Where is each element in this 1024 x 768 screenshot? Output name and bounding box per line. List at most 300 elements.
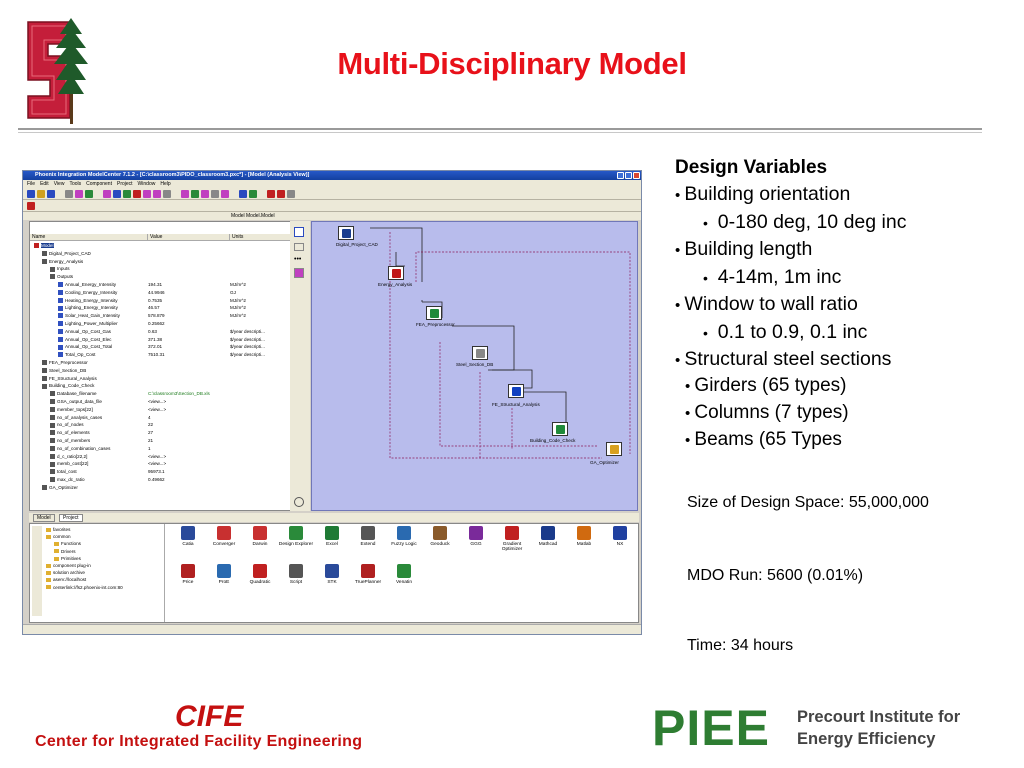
tree-node-icon xyxy=(42,384,47,389)
component-fuzzy-logic[interactable] xyxy=(384,526,424,547)
menu-item-window[interactable]: Window xyxy=(137,181,156,187)
excel-icon xyxy=(325,526,339,540)
design-variable-text: Beams (65 Types xyxy=(694,429,842,450)
component-stk[interactable] xyxy=(312,564,352,585)
tree-row-name: Annual_Op_Cost_Total xyxy=(65,344,113,350)
tree-row-name: Lighting_Energy_Intensity xyxy=(65,305,118,311)
tree-row-name: Outputs xyxy=(57,274,74,280)
matlab-icon xyxy=(577,526,591,540)
piee-wordmark: PIEE xyxy=(652,700,770,756)
tree-row[interactable] xyxy=(42,382,94,390)
toolbar-icon[interactable] xyxy=(163,190,171,198)
tree-node-icon xyxy=(42,368,47,373)
tree-row[interactable] xyxy=(50,421,84,429)
component-name: Excel xyxy=(326,542,338,547)
tree-node-icon xyxy=(50,267,55,272)
menu-item-view[interactable]: View xyxy=(53,181,65,187)
tree-node-icon xyxy=(42,376,47,381)
tree-row[interactable] xyxy=(42,258,83,266)
window-title: Phoenix Integration ModelCenter 7.1.2 - [C:\classroom3\PIDO_classroom3.pxc*] - [Model (Analysis View)] xyxy=(35,172,310,178)
menu-item-component[interactable]: Component xyxy=(86,181,112,187)
component-name: TruePlanner xyxy=(354,580,382,585)
tree-row[interactable] xyxy=(50,273,73,281)
cife-logo xyxy=(35,700,435,760)
zoom-icon[interactable] xyxy=(294,497,304,507)
tree-row[interactable] xyxy=(50,460,88,468)
tree-row-units: $/year descripti... xyxy=(230,328,265,334)
tree-row-units: MJ/m^2 xyxy=(230,313,246,319)
tree-row-value: <view...> xyxy=(148,399,167,404)
folder-icon xyxy=(46,528,51,532)
library-item-label: Primitives xyxy=(61,555,81,561)
component-catia[interactable] xyxy=(168,526,208,547)
menu-item-tools[interactable]: Tools xyxy=(69,181,82,187)
assembly-tool-icon[interactable] xyxy=(294,268,304,278)
tree-row-name: Solar_Heat_Gain_Intensity xyxy=(65,313,120,319)
toolbar-icon[interactable] xyxy=(37,190,45,198)
component-nx[interactable] xyxy=(600,526,640,547)
tree-row[interactable] xyxy=(50,265,70,273)
bullet-icon: • xyxy=(675,187,685,204)
tree-node-icon xyxy=(50,454,55,459)
tree-row-name: Database_filename xyxy=(57,391,97,397)
tree-row[interactable] xyxy=(58,343,112,351)
quadratic-icon xyxy=(253,564,267,578)
geoduck-icon xyxy=(433,526,447,540)
design-space-size: Size of Design Space: 55,000,000 xyxy=(687,494,929,511)
library-divider xyxy=(164,524,165,622)
toolbar-icon[interactable] xyxy=(153,190,161,198)
component-name: Matlab xyxy=(576,542,592,547)
component-converger[interactable] xyxy=(204,526,244,547)
component-icon xyxy=(476,349,485,358)
tree-row-name: no_of_analysis_cases xyxy=(57,414,103,420)
minimize-button[interactable] xyxy=(617,172,624,179)
tree-row-value: 371.38 xyxy=(148,336,163,342)
design-variable-item xyxy=(703,266,841,289)
component-name: Design Explorer xyxy=(278,542,314,547)
tree-row-units: $/year descripti... xyxy=(230,352,265,358)
tree-row-value: 4 xyxy=(148,414,151,420)
library-item[interactable] xyxy=(54,540,81,547)
tree-row[interactable] xyxy=(50,414,102,422)
darwin-icon xyxy=(253,526,267,540)
title-divider xyxy=(18,128,982,130)
library-item[interactable] xyxy=(54,548,76,555)
component-venatin[interactable] xyxy=(384,564,424,585)
library-item[interactable] xyxy=(46,569,85,576)
trueplanner-icon xyxy=(361,564,375,578)
bullet-icon: • xyxy=(685,405,695,422)
toolbar-icon[interactable] xyxy=(191,190,199,198)
tree-row-name: no_of_nodes xyxy=(57,422,84,428)
bullet-icon: • xyxy=(685,378,695,395)
component-design-explorer[interactable] xyxy=(276,526,316,547)
tree-row-units: GJ xyxy=(230,289,236,295)
tree-row-name: Cooling_Energy_Intensity xyxy=(65,289,118,295)
modelcenter-screenshot xyxy=(22,170,642,635)
design-variable-item xyxy=(675,348,891,371)
library-item-label: favorites xyxy=(53,527,71,532)
toolbar-icon[interactable] xyxy=(181,190,189,198)
tree-row-name: memb_cost[22] xyxy=(57,461,89,467)
component-label-ga: GA_Optimizer xyxy=(590,460,619,465)
component-darwin[interactable] xyxy=(240,526,280,547)
tool-palette xyxy=(290,221,310,511)
component-name: Venatin xyxy=(395,580,412,585)
tree-row-name: no_of_combination_cases xyxy=(57,445,111,451)
component-label-energy: Energy_Analysis xyxy=(378,282,413,287)
tree-row[interactable] xyxy=(50,406,93,414)
folder-icon xyxy=(46,571,51,575)
component-excel[interactable] xyxy=(312,526,352,547)
col-value[interactable]: Value xyxy=(148,234,230,241)
tree-node-icon xyxy=(42,259,47,264)
script-icon xyxy=(289,564,303,578)
tree-row[interactable] xyxy=(58,297,118,305)
component-icon xyxy=(512,387,521,396)
venatin-icon xyxy=(397,564,411,578)
analysis-view[interactable] xyxy=(311,221,638,511)
col-name[interactable]: Name xyxy=(30,234,148,241)
more-tool-icon[interactable]: ••• xyxy=(294,256,302,263)
component-label-bcc: Building_Code_Check xyxy=(530,438,576,443)
library-item[interactable] xyxy=(46,576,86,583)
component-name: Catia xyxy=(182,542,194,547)
tree-row-value: 0.25662 xyxy=(148,321,165,326)
ggg-icon xyxy=(469,526,483,540)
toolbar-icon[interactable] xyxy=(239,190,247,198)
tree-node-icon xyxy=(58,298,63,303)
design-variable-text: 0-180 deg, 10 deg inc xyxy=(717,211,907,233)
design-variable-item xyxy=(703,211,906,234)
tree-row-name: Heating_Energy_Intensity xyxy=(65,297,118,303)
component-node-cad[interactable] xyxy=(338,226,354,240)
component-ggg[interactable] xyxy=(456,526,496,547)
tree-node-icon xyxy=(50,469,55,474)
component-name: Script xyxy=(289,580,303,585)
component-node-steel[interactable] xyxy=(472,346,488,360)
tree-row[interactable] xyxy=(42,375,97,383)
component-name: Mathcad xyxy=(538,542,558,547)
tree-row-value: 0.63 xyxy=(148,328,157,334)
component-node-energy[interactable] xyxy=(388,266,404,280)
tree-row-value: 21 xyxy=(148,438,154,443)
toolbar-icon[interactable] xyxy=(201,190,209,198)
tree-row[interactable] xyxy=(58,312,120,320)
component-name: NX xyxy=(616,542,624,547)
tree-row[interactable] xyxy=(50,390,97,398)
component-name: Fuzzy Logic xyxy=(391,542,417,547)
bullet-icon: • xyxy=(675,352,685,369)
tree-row[interactable] xyxy=(58,328,111,336)
component-library xyxy=(29,523,639,623)
toolbar-icon[interactable] xyxy=(27,190,35,198)
component-node-ga[interactable] xyxy=(606,442,622,456)
tab-project[interactable]: Project xyxy=(59,514,83,522)
tree-node-icon xyxy=(58,337,63,342)
design-variable-text: 4-14m, 1m inc xyxy=(717,266,842,288)
component-icon xyxy=(610,445,619,454)
toolbar-icon[interactable] xyxy=(47,190,55,198)
library-item[interactable] xyxy=(46,526,70,533)
tree-node-icon xyxy=(50,274,55,279)
design-variable-item xyxy=(675,293,858,316)
tree-node-icon xyxy=(50,423,55,428)
stop-icon[interactable] xyxy=(27,202,35,210)
price-icon xyxy=(181,564,195,578)
tab-model[interactable]: Model xyxy=(33,514,55,522)
tree-node-icon xyxy=(50,415,55,420)
library-item-label: common xyxy=(53,534,71,540)
status-bar xyxy=(23,624,641,634)
toolbar-icon[interactable] xyxy=(113,190,121,198)
menu-item-project[interactable]: Project xyxy=(116,181,133,187)
col-units[interactable]: Units xyxy=(230,234,292,241)
library-item[interactable] xyxy=(46,533,71,540)
bullet-icon: • xyxy=(675,242,685,259)
toolbar-icon[interactable] xyxy=(143,190,151,198)
component-proe[interactable] xyxy=(204,564,244,585)
tree-row-value: C:\classroom3\Section_DB.xls xyxy=(148,391,210,397)
tree-row-name: Annual_Op_Cost_Gas xyxy=(65,328,111,334)
component-name: Darwin xyxy=(252,542,268,547)
tree-row-name: total_cost xyxy=(57,469,77,475)
gradient-optimizer-icon xyxy=(505,526,519,540)
folder-icon xyxy=(54,557,59,561)
cife-wordmark: CIFE xyxy=(175,700,244,733)
tree-row[interactable] xyxy=(34,242,54,250)
tree-row[interactable] xyxy=(42,484,78,492)
link-energy-in xyxy=(396,252,405,266)
toolbar-icon[interactable] xyxy=(211,190,219,198)
link-ga-energy xyxy=(416,252,630,454)
tree-row-name: max_dc_ratio xyxy=(57,477,85,482)
library-item[interactable] xyxy=(54,555,81,562)
tree-row[interactable] xyxy=(50,398,102,406)
toolbar-icon[interactable] xyxy=(65,190,73,198)
toolbar-icon[interactable] xyxy=(123,190,131,198)
tree-row-name: Lighting_Power_Multiplier xyxy=(65,321,118,326)
tree-row-value: 46.57 xyxy=(148,305,160,311)
component-node-fe[interactable] xyxy=(508,384,524,398)
link-lines xyxy=(312,222,639,512)
tree-node-icon xyxy=(50,477,55,482)
tree-row-name: Digital_Project_CAD xyxy=(49,250,91,256)
tree-row[interactable] xyxy=(50,445,110,453)
title-divider-thin xyxy=(18,132,982,133)
design-variable-text: Girders (65 types) xyxy=(694,375,847,396)
tree-row-name: Model xyxy=(41,243,54,248)
tree-node-icon xyxy=(58,313,63,318)
tree-row[interactable] xyxy=(58,281,116,289)
component-price[interactable] xyxy=(168,564,208,585)
tree-row-name: member_tops[22] xyxy=(57,406,93,412)
stk-icon xyxy=(325,564,339,578)
menu-item-help[interactable]: Help xyxy=(160,181,171,187)
design-variable-item xyxy=(703,321,867,344)
component-geoduck[interactable] xyxy=(420,526,460,547)
bullet-icon: • xyxy=(675,297,685,314)
tree-row-value: <view...> xyxy=(148,406,167,412)
menu-bar xyxy=(23,180,641,188)
tree-row-name: Building_Code_Check xyxy=(49,383,95,389)
tree-node-icon xyxy=(58,321,63,326)
tree-node-icon xyxy=(50,430,55,435)
design-variable-text: Window to wall ratio xyxy=(684,293,858,315)
toolbar-icon[interactable] xyxy=(85,190,93,198)
component-mathcad[interactable] xyxy=(528,526,568,547)
tree-row[interactable] xyxy=(50,429,90,437)
design-variable-text: Columns (7 types) xyxy=(694,402,849,423)
bullet-icon: • xyxy=(703,270,712,286)
tree-node-icon xyxy=(34,243,39,248)
component-name: Converger xyxy=(212,542,236,547)
tree-row-name: no_of_members xyxy=(57,438,91,443)
tree-node-icon xyxy=(58,329,63,334)
tree-row[interactable] xyxy=(50,453,87,461)
tree-node-icon xyxy=(58,352,63,357)
tree-row-value: 27 xyxy=(148,430,154,436)
tree-node-icon xyxy=(42,360,47,365)
component-matlab[interactable] xyxy=(564,526,604,547)
folder-icon xyxy=(54,549,59,553)
component-trueplanner[interactable] xyxy=(348,564,388,585)
tree-row-value: 44.9946 xyxy=(148,289,165,295)
component-label-cad: Digital_Project_CAD xyxy=(336,242,378,247)
model-bar xyxy=(23,212,641,220)
maximize-button[interactable] xyxy=(625,172,632,179)
select-tool-icon[interactable] xyxy=(294,227,304,237)
toolbar-icon[interactable] xyxy=(277,190,285,198)
component-name: Extend xyxy=(360,542,376,547)
tree-row-name: Steel_Section_DB xyxy=(49,367,87,373)
tree-row-value: <view...> xyxy=(148,461,167,467)
component-extend[interactable] xyxy=(348,526,388,547)
tree-row[interactable] xyxy=(42,367,86,375)
folder-icon xyxy=(54,542,59,546)
component-name: Price xyxy=(182,580,194,585)
menu-item-edit[interactable]: Edit xyxy=(40,181,49,187)
component-node-fea[interactable] xyxy=(426,306,442,320)
design-variable-text: Structural steel sections xyxy=(684,348,892,370)
tree-row-name: Energy_Analysis xyxy=(49,258,84,264)
design-explorer-icon xyxy=(289,526,303,540)
piee-name xyxy=(797,706,960,750)
component-icon xyxy=(430,309,439,318)
component-label-fea: FEA_Preprocessor xyxy=(416,322,455,327)
tree-node-icon xyxy=(50,399,55,404)
piee-name-line1: Precourt Institute for xyxy=(797,708,961,726)
component-name: Geoduck xyxy=(430,542,450,547)
tree-row-value: 95973.1 xyxy=(148,469,165,475)
design-variable-text: Building orientation xyxy=(684,183,851,205)
library-item-label: centerlink://fs2.phoenix-int.com:80 xyxy=(53,584,123,590)
tree-row[interactable] xyxy=(58,289,117,297)
tree-row-value: 22 xyxy=(148,422,154,428)
toolbar-icon[interactable] xyxy=(75,190,83,198)
library-sidebar xyxy=(32,526,42,616)
tree-row-units: MJ/m^2 xyxy=(230,282,246,287)
catia-icon xyxy=(181,526,195,540)
component-quadratic[interactable] xyxy=(240,564,280,585)
bullet-icon: • xyxy=(703,215,712,231)
component-node-bcc[interactable] xyxy=(552,422,568,436)
proe-icon xyxy=(217,564,231,578)
component-gradient-optimizer[interactable] xyxy=(492,526,532,552)
tree-node-icon xyxy=(50,446,55,451)
slide-title: Multi-Disciplinary Model xyxy=(337,46,687,81)
tree-row[interactable] xyxy=(58,351,95,359)
tree-row-name: Annual_Op_Cost_Elec xyxy=(65,336,112,342)
library-item-label: Drivers xyxy=(61,548,76,554)
component-icon xyxy=(556,425,565,434)
library-item-label: aserv://localhost xyxy=(53,577,87,583)
tree-node-icon xyxy=(58,290,63,295)
design-variable-item xyxy=(685,429,842,451)
tree-row[interactable] xyxy=(58,304,118,312)
component-name: Quadratic xyxy=(249,580,271,585)
design-variable-item xyxy=(685,402,849,424)
component-name: Gradient Optimizer xyxy=(501,542,523,552)
piee-logo xyxy=(652,700,992,760)
component-name: STK xyxy=(327,580,337,585)
toolbar-icon[interactable] xyxy=(133,190,141,198)
menu-item-file[interactable]: File xyxy=(27,181,36,187)
tree-row-name: FE_Structural_Analysis xyxy=(49,375,97,381)
tree-row[interactable] xyxy=(50,437,90,445)
design-variable-item xyxy=(675,238,812,261)
tree-row-name: Total_Op_Cost xyxy=(65,352,96,358)
toolbar-icon[interactable] xyxy=(249,190,257,198)
component-name: GGG xyxy=(470,542,482,547)
tree-row-units: $/year descripti... xyxy=(230,344,265,350)
tree-node-icon xyxy=(50,407,55,412)
tree-row-value: <view...> xyxy=(148,453,167,459)
tree-row-name: Annual_Energy_Intensity xyxy=(65,282,117,287)
folder-icon xyxy=(46,535,51,539)
tree-row-name: no_of_elements xyxy=(57,430,90,436)
link-tool-icon[interactable] xyxy=(294,243,304,251)
toolbar-icon[interactable] xyxy=(103,190,111,198)
mathcad-icon xyxy=(541,526,555,540)
tree-row-value: 7510.31 xyxy=(148,352,165,358)
close-button[interactable] xyxy=(633,172,640,179)
library-item-label: Functions xyxy=(61,541,81,547)
toolbar-icon[interactable] xyxy=(287,190,295,198)
bottom-tabs xyxy=(29,513,639,522)
tree-row-units: $/year descripti... xyxy=(230,336,265,342)
tree-row[interactable] xyxy=(50,476,85,484)
tree-row-value: 194.31 xyxy=(148,282,163,287)
tree-node-icon xyxy=(50,462,55,467)
converger-icon xyxy=(217,526,231,540)
tree-row[interactable] xyxy=(58,320,118,328)
toolbar-icon[interactable] xyxy=(267,190,275,198)
tree-row-value: 578.879 xyxy=(148,313,165,319)
library-item[interactable] xyxy=(46,584,123,591)
design-variable-text: 0.1 to 0.9, 0.1 inc xyxy=(717,321,868,343)
library-item[interactable] xyxy=(46,562,91,569)
tree-row[interactable] xyxy=(50,468,77,476)
toolbar-icon[interactable] xyxy=(221,190,229,198)
tree-row[interactable] xyxy=(58,336,111,344)
bullet-icon: • xyxy=(685,432,695,449)
component-script[interactable] xyxy=(276,564,316,585)
tree-row[interactable] xyxy=(42,250,91,258)
tree-row[interactable] xyxy=(42,359,88,367)
component-label-fe: FE_Structural_Analysis xyxy=(492,402,540,407)
